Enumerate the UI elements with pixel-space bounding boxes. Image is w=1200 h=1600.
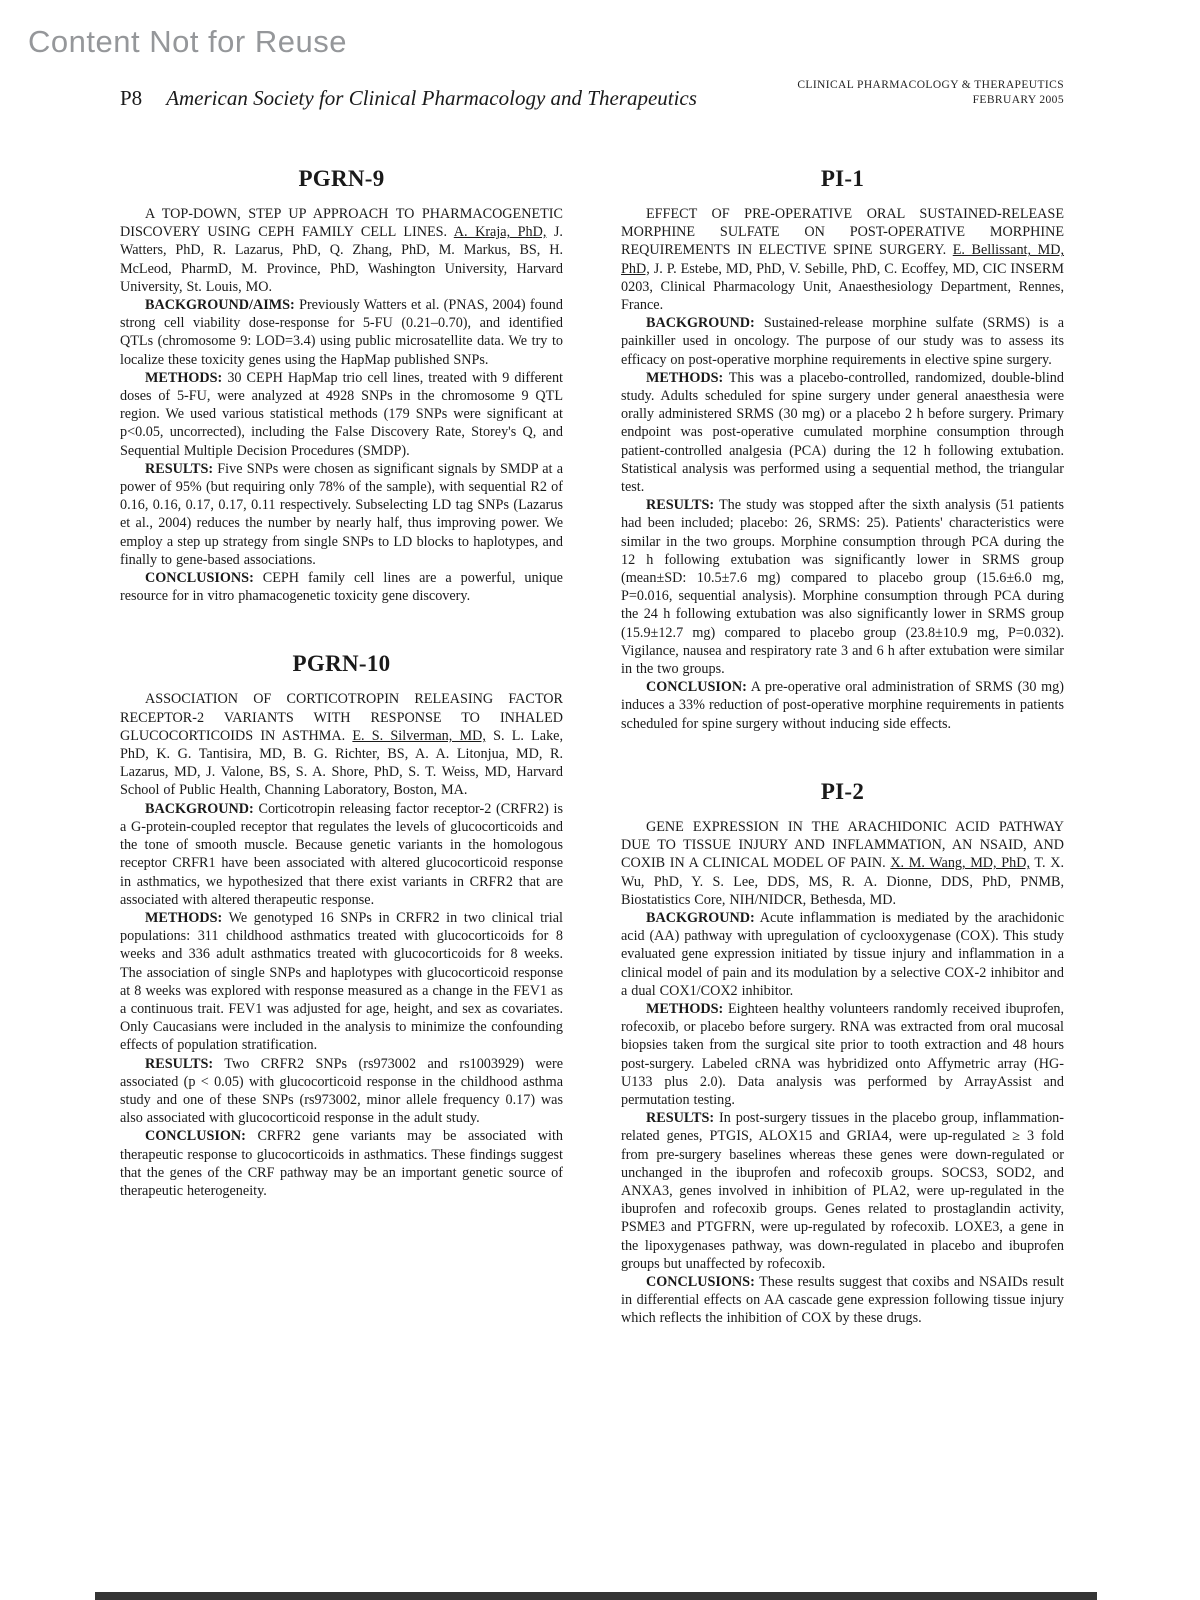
journal-title: CLINICAL PHARMACOLOGY & THERAPEUTICS (797, 79, 1064, 91)
section-conclusion (120, 1127, 563, 1200)
section-results (120, 460, 563, 569)
section-text: Eighteen healthy volunteers randomly received ibuprofen, rofecoxib, or placebo before surgery. RNA was extracted from oral mucosal biopsies taken from the surgical site prior to tooth extraction and 48 hours post-surgery. Labeled cRNA was hybridized onto Affymetric array (HG-U133 plus 2.0). Data analysis was performed by ArrayAssist and permutation testing. (621, 1000, 1065, 1108)
section-methods (120, 909, 563, 1055)
section-methods (621, 369, 1064, 496)
section-label: CONCLUSIONS: (646, 1273, 755, 1290)
section-label: METHODS: (145, 369, 223, 386)
scan-artifact-bar (95, 1592, 1097, 1600)
journal-masthead (797, 76, 1064, 108)
section-text: Previously Watters et al. (PNAS, 2004) found strong cell viability dose-response for 5-FU (0.21–0.70), and identified QTLs (chromosome 9: LOD=3.4) using public microsatellite data. We try to localize these toxicity genes using the HapMap published SNPs. (120, 297, 563, 368)
abstract-id: PI-1 (820, 166, 865, 191)
section-methods (621, 1000, 1064, 1109)
section-label: RESULTS: (646, 497, 715, 514)
section-text: CRFR2 gene variants may be associated with therapeutic response to glucocorticoids in asthmatics. These findings suggest that the genes of the CRF pathway may be an important genetic source of therapeutic heterogeneity. (120, 1128, 563, 1199)
section-label: CONCLUSIONS: (145, 570, 254, 587)
section-label: METHODS: (646, 369, 724, 386)
section-text: Five SNPs were chosen as significant signals by SMDP at a power of 95% (but requiring only 78% of the sample), with sequential R2 of 0.16, 0.16, 0.17, 0.17, 0.11 respectively. Subselecting LD tag SNPs (Lazarus et al., 2004) reduces the number by nearly half, thus improving power. We employ a step up strategy from single SNPs to LD blocks to haplotypes, and finally to gene-based associations. (120, 460, 563, 568)
section-conclusion (621, 678, 1064, 733)
abstract-id: PI-2 (820, 778, 865, 804)
section-text: These results suggest that coxibs and NSAIDs result in differential effects on AA cascade gene expression following tissue injury which reflects the inhibition of COX by these drugs. (621, 1273, 1064, 1327)
section-label: RESULTS: (145, 460, 214, 477)
section-text: The study was stopped after the sixth analysis (51 patients had been included; placebo: 26, SRMS: 25). Patients' characteristics were similar in the two groups. Morphine consumption through PCA during the 12 h following extubation was significantly lower in SRMS group (mean±SD: 10.5±7.6 mg) compared to placebo group (15.6±6.0 mg, P=0.016, sequential analysis). Morphine consumption through PCA during the 24 h following extubation was also significantly lower in SRMS group (15.9±12.7 mg) compared to placebo group (23.8±10.9 mg, P=0.032). Vigilance, nausea and respiratory rate 3 and 6 h after extubation were similar in the two groups. (621, 497, 1064, 678)
author-list: J. P. Estebe, MD, PhD, V. Sebille, PhD, C. Ecoffey, MD, (653, 260, 979, 277)
affiliation: CIC INSERM 0203, Clinical Pharmacology Unit, Anaesthesiology Department, Rennes, France. (621, 260, 1064, 314)
abstract-title-authors (120, 205, 563, 296)
two-column-body (120, 166, 1064, 1328)
author-list: J. Watters, PhD, R. Lazarus, PhD, Q. Zhang, PhD, M. Markus, BS, H. McLeod, PharmD, M. Province, PhD, (120, 224, 563, 277)
section-results (120, 1055, 563, 1128)
author-list: T. X. Wu, PhD, Y. S. Lee, DDS, MS, R. A. Dionne, DDS, PhD, PNMB, (621, 855, 1064, 890)
section-text: We genotyped 16 SNPs in CRFR2 in two clinical trial populations: 311 childhood asthmatics treated with glucocorticoids for 8 weeks and 336 adult asthmatics treated with glucocorticoids for 8 weeks. The association of single SNPs and haplotypes with glucocorticoid response at 8 weeks was explored with response measured as a change in the FEV1 as a continuous trait. FEV1 was adjusted for age, height, and sex as covariates. Only Caucasians were included in the analysis to minimize the confounding effects of population stratification. (120, 909, 563, 1054)
abstract-title: ASSOCIATION OF CORTICOTROPIN RELEASING FACTOR RECEPTOR-2 VARIANTS WITH RESPONSE TO INHALED GLUCOCORTICOIDS IN ASTHMA. (120, 691, 563, 744)
abstract-id: PGRN-10 (292, 651, 391, 677)
presenting-author: E. Bellissant, MD, PhD, (621, 242, 1065, 277)
left-column (120, 166, 563, 1328)
abstract-title-authors (621, 818, 1064, 909)
abstract-title-authors (621, 205, 1064, 314)
abstract-title: GENE EXPRESSION IN THE ARACHIDONIC ACID PATHWAY DUE TO TISSUE INJURY AND INFLAMMATION, AN NSAID, AND COXIB IN A CLINICAL MODEL OF PAIN. (621, 818, 1064, 872)
affiliation: Washington University, Harvard University, St. Louis, MO. (120, 260, 563, 295)
abstract-title: EFFECT OF PRE-OPERATIVE ORAL SUSTAINED-RELEASE MORPHINE SULFATE ON POST-OPERATIVE MORPHINE REQUIREMENTS IN ELECTIVE SPINE SURGERY. (621, 206, 1064, 259)
abstract-id: PGRN-9 (298, 166, 385, 191)
abstract-pgrn-10 (120, 651, 563, 1200)
section-text: A pre-operative oral administration of SRMS (30 mg) induces a 33% reduction of post-operative morphine requirements in patients scheduled for spine surgery without inducing side effects. (621, 679, 1064, 732)
section-text: Acute inflammation is mediated by the arachidonic acid (AA) pathway with upregulation of cyclooxygenase (COX). This study evaluated gene expression initiated by tissue injury and inflammation in a clinical model of pain and its modulation by a selective COX-2 inhibitor and a dual COX1/COX2 inhibitor. (621, 909, 1064, 999)
section-text: In post-surgery tissues in the placebo group, inflammation-related genes, PTGIS, ALOX15 and GRIA4, were up-regulated ≥ 3 fold from pre-surgery baselines whereas these genes were down-regulated or unchanged in the ibuprofen and rofecoxib groups. SOCS3, SOD2, and ANXA3, genes involved in inhibition of PLA2, were up-regulated in the ibuprofen and rofecoxib groups. Genes related to prostaglandin activity, PSME3 and PTGFRN, were up-regulated by rofecoxib. LOXE3, a gene in the lipoxygenases pathway, was down-regulated in placebo and ibuprofen groups but unaffected by rofecoxib. (621, 1110, 1064, 1272)
section-methods (120, 369, 563, 460)
section-background (120, 800, 563, 909)
abstract-pi-2 (621, 779, 1064, 1328)
section-label: CONCLUSION: (646, 679, 747, 696)
section-background-aims (120, 296, 563, 369)
abstract-pgrn-9 (120, 166, 563, 605)
affiliation: Biostatistics Core, NIH/NIDCR, Bethesda, MD. (621, 891, 897, 908)
section-background (621, 314, 1064, 369)
section-label: METHODS: (145, 909, 223, 926)
section-label: RESULTS: (646, 1110, 715, 1127)
section-text: Sustained-release morphine sulfate (SRMS) is a painkiller used in oncology. The purpose of our study was to assess its efficacy on post-operative morphine requirements in elective spine surgery. (621, 315, 1065, 368)
section-background (621, 909, 1064, 1000)
section-label: BACKGROUND: (646, 909, 755, 926)
right-column (621, 166, 1064, 1328)
section-results (621, 496, 1064, 678)
section-text: CEPH family cell lines are a powerful, unique resource for in vitro phamacogenetic toxicity gene discovery. (120, 570, 563, 605)
header-left (120, 76, 697, 111)
section-text: This was a placebo-controlled, randomized, double-blind study. Adults scheduled for spine surgery under general anaesthesia were orally administered SRMS (30 mg) or a placebo 2 h before surgery. Primary endpoint was post-operative cumulated morphine consumption through patient-controlled analgesia (PCA) during the 12 h following extubation. Statistical analysis was performed using a sequential method, the triangular test. (621, 369, 1064, 496)
section-label: BACKGROUND/AIMS: (145, 297, 295, 314)
page-header (120, 76, 1064, 111)
section-text: 30 CEPH HapMap trio cell lines, treated with 9 different doses of 5-FU, were analyzed at 4928 SNPs in the chromosome 9 QTL region. We used various statistical methods (179 SNPs were significant at p<0.05, uncorrected), including the False Discovery Rate, Storey's Q, and Sequential Multiple Decision Procedures (SMDP). (120, 369, 563, 459)
society-name: American Society for Clinical Pharmacology and Therapeutics (166, 86, 697, 110)
presenting-author: A. Kraja, PhD, (453, 224, 547, 241)
section-label: BACKGROUND: (646, 315, 755, 332)
presenting-author: E. S. Silverman, MD, (352, 727, 486, 744)
watermark-text: Content Not for Reuse (28, 24, 347, 59)
abstract-pi-1 (621, 166, 1064, 733)
section-text: Corticotropin releasing factor receptor-2 (CRFR2) is a G-protein-coupled receptor that regulates the levels of glucocorticoids and the tone of smooth muscle. Because genetic variants in the homologous receptor CRFR1 have been associated with altered glucocorticoid response in asthmatics, we hypothesized that there exist variants in CRFR2 that are associated with altered therapeutic response. (120, 800, 563, 908)
section-label: BACKGROUND: (145, 800, 254, 817)
section-text: Two CRFR2 SNPs (rs973002 and rs1003929) were associated (p < 0.05) with glucocorticoid response in the childhood asthma study and one of these SNPs (rs973002, minor allele frequency 0.17) was also associated with glucocorticoid response in the adult study. (120, 1055, 563, 1127)
presenting-author: X. M. Wang, MD, PhD, (890, 855, 1031, 872)
section-label: RESULTS: (145, 1055, 214, 1072)
page-number: P8 (120, 86, 143, 110)
journal-issue-date: FEBRUARY 2005 (972, 94, 1064, 106)
section-conclusions (621, 1273, 1064, 1328)
abstract-title-authors (120, 690, 563, 799)
section-conclusions (120, 569, 563, 605)
author-list: S. L. Lake, PhD, K. G. Tantisira, MD, B. G. Richter, BS, A. A. Litonjua, MD, R. Lazarus, MD, J. Valone, BS, S. A. Shore, PhD, S. T. Weiss, MD, (120, 727, 564, 781)
section-label: CONCLUSION: (145, 1128, 246, 1145)
abstract-title: A TOP-DOWN, STEP UP APPROACH TO PHARMACOGENETIC DISCOVERY USING CEPH FAMILY CELL LINES. (120, 206, 563, 241)
section-label: METHODS: (646, 1000, 724, 1017)
section-results (621, 1109, 1064, 1273)
affiliation: Harvard School of Public Health, Channing Laboratory, Boston, MA. (120, 764, 564, 799)
